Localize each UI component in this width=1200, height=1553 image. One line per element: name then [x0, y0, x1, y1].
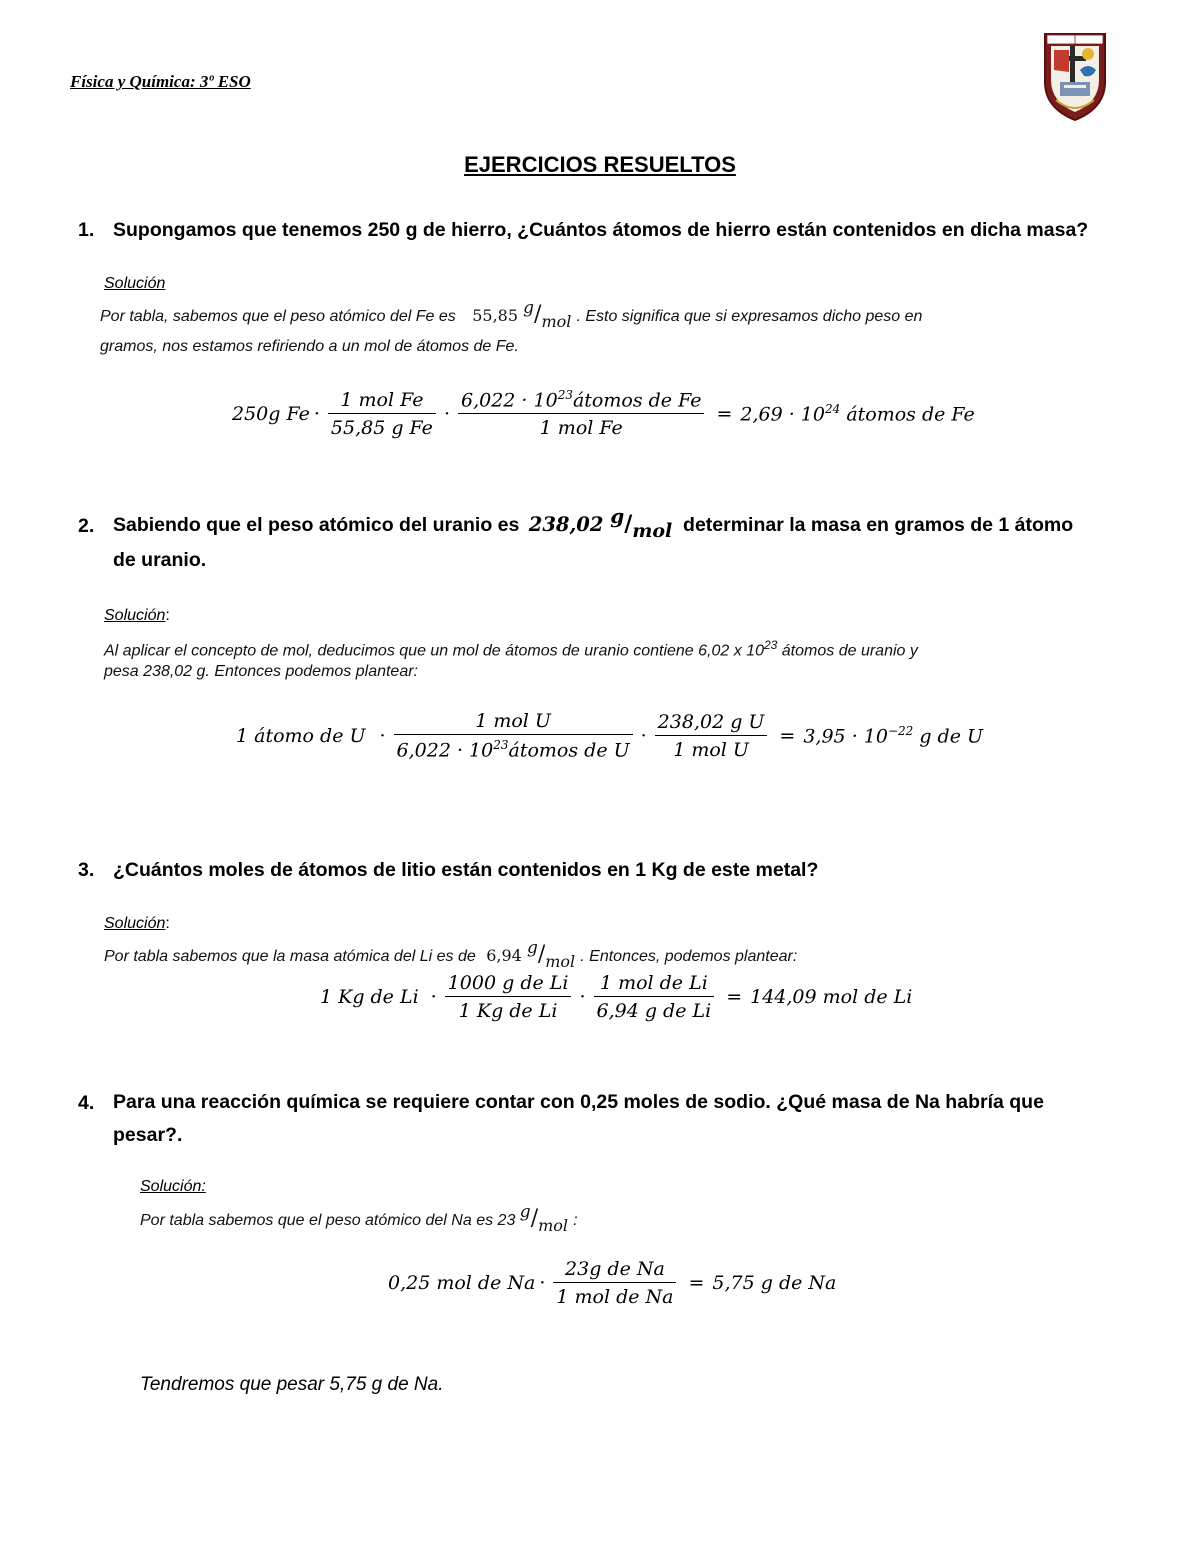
document-header-subject: Física y Química: 3º ESO — [70, 72, 251, 91]
question-2-fraction-2: $\frac{\text{238,02 g U}}{\text{1 mol U}}$ — [655, 711, 768, 761]
question-1-solution-line-2: gramos, nos estamos refiriendo a un mol de átomos de Fe. — [100, 338, 519, 355]
question-4-text-line-1: Para una reacción química se requiere contar con 0,25 moles de sodio. ¿Qué masa de Na habría que — [113, 1091, 1044, 1113]
question-2-fraction-1: $\frac{\text{1 mol U}}{6,022 \cdot 10^{23}átomos de U}$ — [394, 710, 633, 761]
question-1-solution-label: Solución — [104, 275, 166, 292]
question-1-fraction-2: $\frac{6,022 \cdot 10^{23}átomos de Fe}{\text{1 mol Fe}}$ — [458, 388, 704, 439]
question-3-solution-heading: Solución: — [104, 915, 170, 932]
question-3-number: 3. — [78, 859, 95, 881]
question-1-equation: 250g Fe · $\frac{\text{1 mol Fe}}{\text{55,85 g Fe}}$ · $\frac{6,022 \cdot 10^{23}átomos de Fe}{\text{1 mol Fe}}$ = $2,69 \cdot 10^{24}$ átomos de Fe — [232, 388, 975, 440]
question-2-number: 2. — [78, 515, 95, 537]
question-2-result: $3,95 \cdot 10^{-22}$ g de U — [803, 724, 983, 748]
question-4-text-line-2: pesar?. — [113, 1124, 183, 1146]
question-4-solution-label: Solución: — [140, 1178, 206, 1195]
question-4-result: 5,75 g de Na — [712, 1272, 837, 1294]
question-2-solution-line-1: Al aplicar el concepto de mol, deducimos que un mol de átomos de uranio contiene 6,02 x $10^{23}$ átomos de uranio y — [104, 638, 918, 660]
question-4-fraction-1: $\frac{\text{23g de Na}}{\text{1 mol de Na}}$ — [553, 1258, 676, 1308]
question-2-equation: 1 átomo de U · $\frac{\text{1 mol U}}{6,022 \cdot 10^{23}átomos de U}$ · $\frac{\text{238,02 g U}}{\text{1 mol U}}$ = $3,95 \cdot 10^{-22}$ g de U — [236, 710, 983, 762]
question-1-fraction-1: $\frac{\text{1 mol Fe}}{\text{55,85 g Fe}}$ — [328, 389, 436, 439]
question-3-result: 144,09 mol de Li — [750, 986, 913, 1008]
question-2-text-line-1: Sabiendo que el peso atómico del uranio es 238,02 g/mol determinar la masa en gramos de 1 átomo — [113, 504, 1074, 542]
question-3-equation: 1 Kg de Li · $\frac{\text{1000 g de Li}}{\text{1 Kg de Li}}$ · $\frac{\text{1 mol de Li}}{\text{6,94 g de Li}}$ = 144,09 mol de Li — [320, 972, 913, 1022]
question-3-atomic-mass: 6,94 g/mol — [486, 938, 576, 971]
question-2-text-line-2: de uranio. — [113, 549, 207, 571]
question-4-number: 4. — [78, 1092, 95, 1114]
question-3-solution-line-1: Por tabla sabemos que la masa atómica del Li es de 6,94 g/mol . Entonces, podemos plantear: — [104, 938, 798, 971]
question-3-fraction-2: $\frac{\text{1 mol de Li}}{\text{6,94 g de Li}}$ — [594, 972, 715, 1022]
question-1-text: Supongamos que tenemos 250 g de hierro, ¿Cuántos átomos de hierro están contenidos en dicha masa? — [113, 219, 1089, 241]
question-3-fraction-1: $\frac{\text{1000 g de Li}}{\text{1 Kg de Li}}$ — [445, 972, 572, 1022]
question-1-solution-line-1: Por tabla, sabemos que el peso atómico del Fe es 55,85 g/mol . Esto significa que si expresamos dicho peso en — [100, 298, 923, 331]
question-2-solution-line-2: pesa 238,02 g. Entonces podemos plantear: — [104, 663, 418, 680]
question-4-atomic-weight: g/mol — [519, 1202, 569, 1235]
question-4-conclusion: Tendremos que pesar 5,75 g de Na. — [140, 1374, 444, 1395]
question-4-solution-line-1: Por tabla sabemos que el peso atómico del Na es 23 g/mol : — [140, 1202, 578, 1235]
page-title: EJERCICIOS RESUELTOS — [464, 152, 736, 177]
question-1-result: $2,69 \cdot 10^{24}$ átomos de Fe — [740, 402, 975, 426]
question-1-number: 1. — [78, 219, 95, 241]
question-1-atomic-weight: 55,85 g/mol — [472, 298, 572, 331]
question-2-atomic-weight: 238,02 g/mol — [528, 504, 673, 542]
question-3-text: ¿Cuántos moles de átomos de litio están contenidos en 1 Kg de este metal? — [113, 859, 819, 881]
school-crest-logo — [1042, 30, 1108, 122]
question-4-equation: 0,25 mol de Na · $\frac{\text{23g de Na}}{\text{1 mol de Na}}$ = 5,75 g de Na — [388, 1258, 837, 1308]
question-2-solution-heading: Solución: — [104, 607, 170, 624]
